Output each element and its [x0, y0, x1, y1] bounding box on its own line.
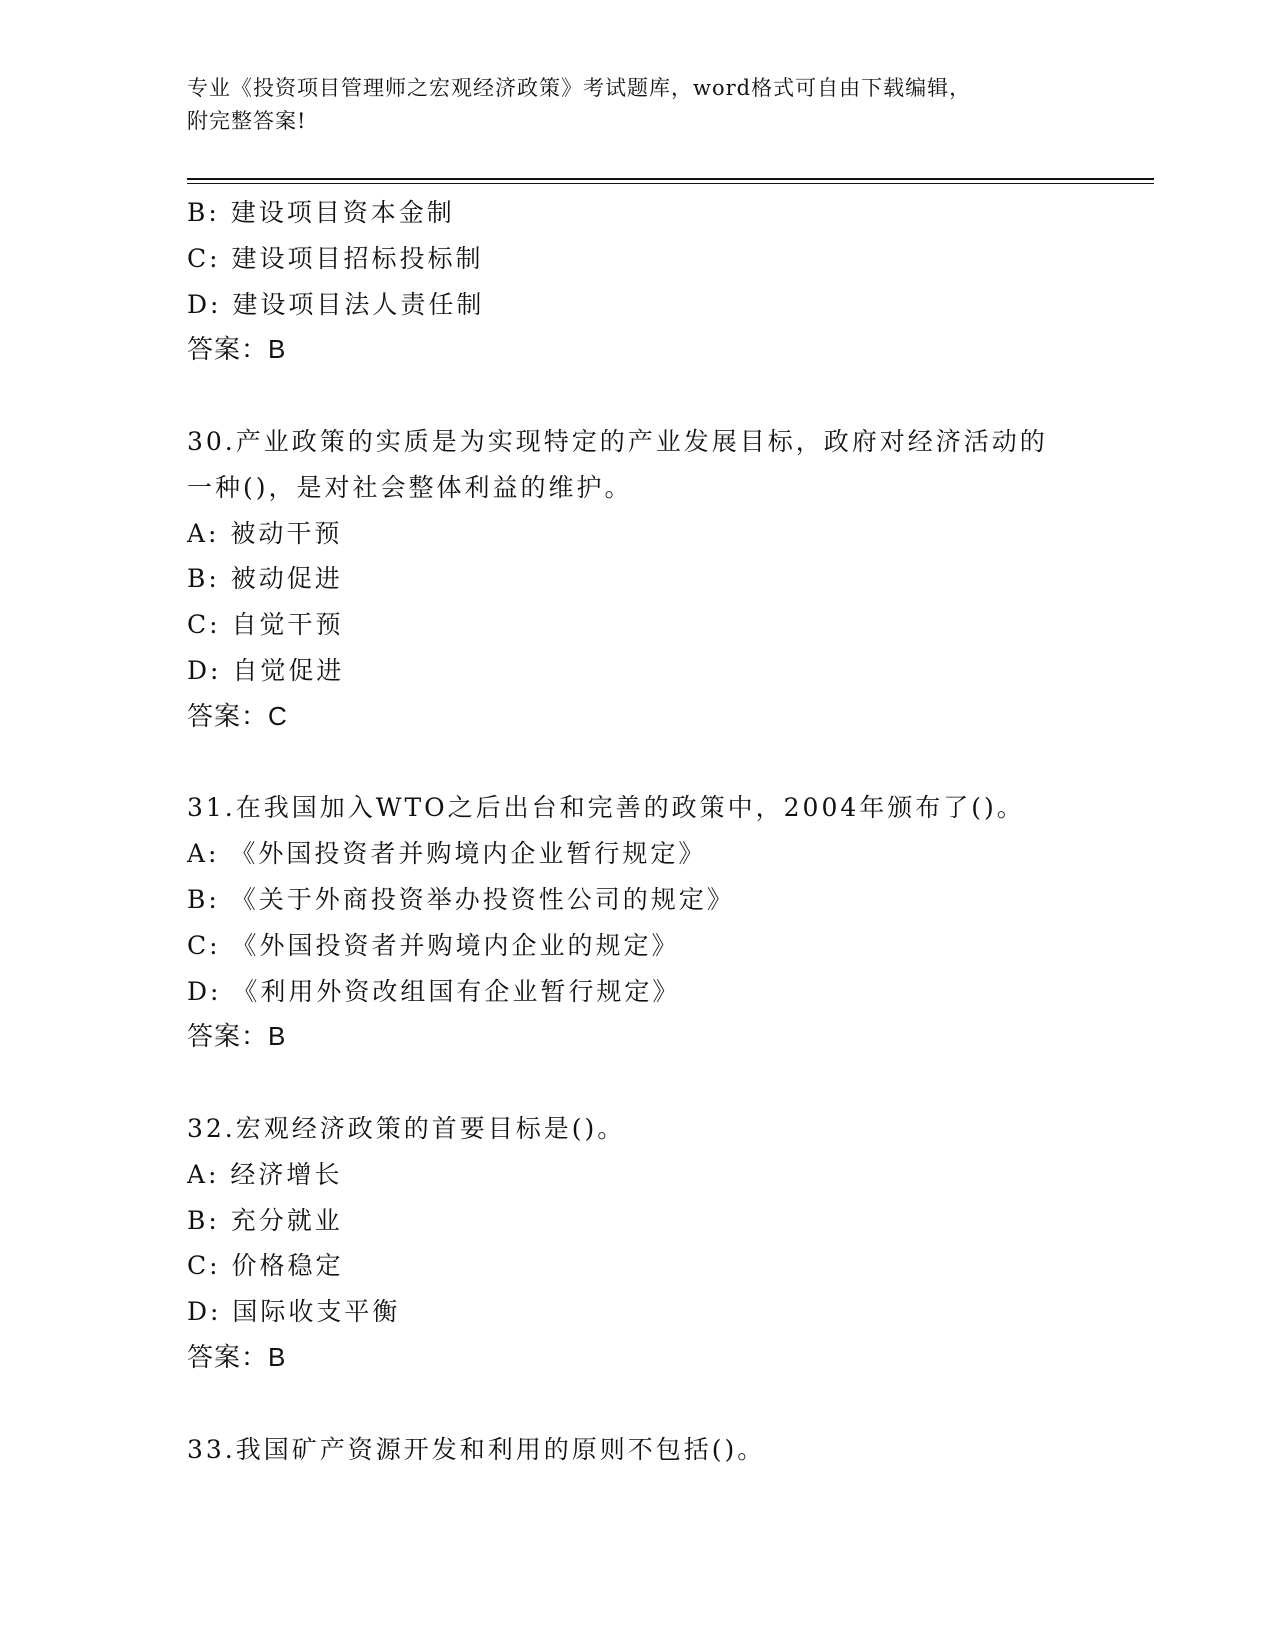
document-header — [187, 72, 1147, 138]
header-line-1: 专业《投资项目管理师之宏观经济政策》考试题库，word格式可自由下载编辑， — [187, 76, 972, 100]
answer-line: 答案：C — [187, 700, 288, 731]
spacer — [187, 740, 1087, 786]
option-c: C: 建设项目招标投标制 — [187, 243, 484, 273]
answer-line: 答案：B — [187, 1341, 287, 1372]
option-b: B: 被动促进 — [187, 564, 343, 594]
option-a: A: 《外国投资者并购境内企业暂行规定》 — [187, 839, 707, 869]
option-c: C: 价格稳定 — [187, 1251, 344, 1281]
option-b: B: 《关于外商投资举办投资性公司的规定》 — [187, 884, 735, 914]
spacer — [187, 373, 1087, 419]
option-d: D: 自觉促进 — [187, 655, 345, 685]
spacer — [187, 1060, 1087, 1106]
option-b: B: 建设项目资本金制 — [187, 198, 455, 227]
question-stem-line: 一种()，是对社会整体利益的维护。 — [187, 472, 633, 502]
question-block-29 — [187, 190, 1087, 373]
question-stem-line: 30.产业政策的实质是为实现特定的产业发展目标，政府对经济活动的 — [187, 426, 1048, 456]
header-divider-thin — [187, 183, 1154, 184]
option-d: D: 《利用外资改组国有企业暂行规定》 — [187, 976, 681, 1006]
spacer — [187, 1381, 1087, 1427]
question-stem-line: 32.宏观经济政策的首要目标是()。 — [187, 1113, 626, 1143]
question-block-32 — [187, 1106, 1087, 1381]
option-c: C: 《外国投资者并购境内企业的规定》 — [187, 930, 680, 960]
option-b: B: 充分就业 — [187, 1205, 343, 1235]
header-line-2: 附完整答案! — [187, 109, 307, 133]
option-d: D: 建设项目法人责任制 — [187, 289, 485, 319]
option-c: C: 自觉干预 — [187, 610, 344, 640]
answer-line: 答案：B — [187, 334, 287, 365]
question-stem-line: 31.在我国加入WTO之后出台和完善的政策中，2004年颁布了()。 — [187, 793, 1025, 823]
question-list — [187, 190, 1087, 1472]
option-a: A: 被动干预 — [187, 518, 343, 548]
question-block-33 — [187, 1427, 1087, 1473]
option-a: A: 经济增长 — [187, 1159, 343, 1189]
header-divider-thick — [187, 178, 1154, 180]
answer-line: 答案：B — [187, 1021, 287, 1052]
question-block-30 — [187, 419, 1087, 740]
question-stem-line: 33.我国矿产资源开发和利用的原则不包括()。 — [187, 1434, 766, 1464]
question-block-31 — [187, 785, 1087, 1060]
option-d: D: 国际收支平衡 — [187, 1297, 401, 1327]
